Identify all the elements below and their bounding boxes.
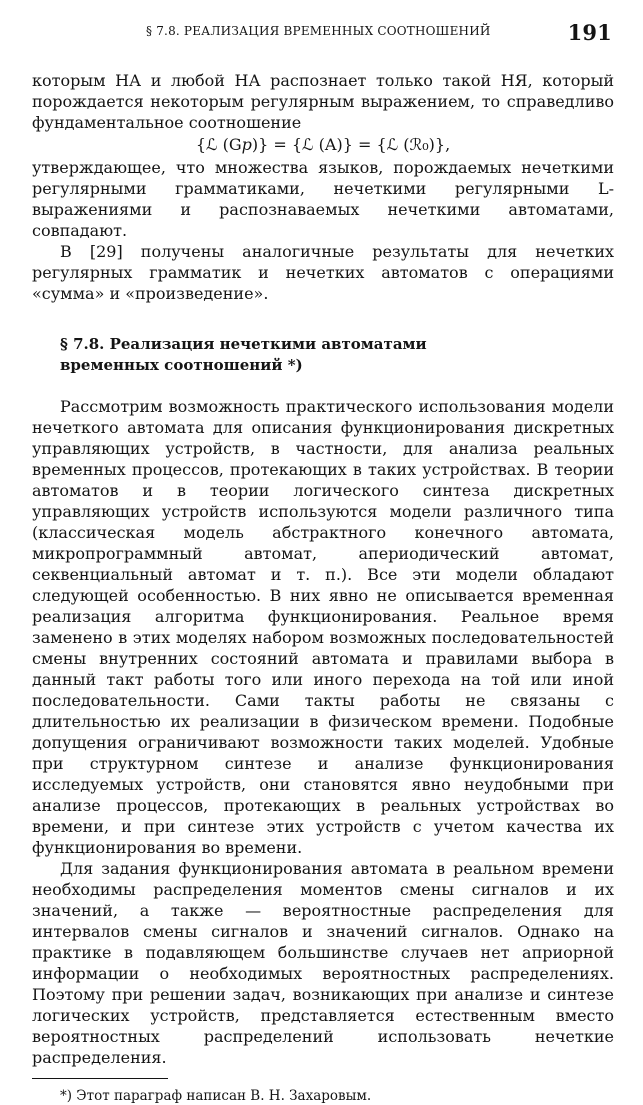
citation-paragraph: В [29] получены аналогичные результаты для нечетких регулярных грамматик и нечетких автоматов с операциями «сумма» и «произведение». — [32, 242, 614, 303]
page-number: 191 — [567, 20, 612, 45]
body-paragraph-2: Для задания функционирования автомата в реальном времени необходимы распределения моментов смены сигналов и их значений, а также — вероятностные распределения для интервалов смены сигналов и значений сигналов. Однако на практике в подавляющем большинстве случаев нет априорной информации о необходимых вероятностных распределениях. Поэтому при решении задач, возникающих при анализе и синтезе логических устройств, представляется естественным вместо вероятностных распределений использовать нечеткие распределения. — [32, 859, 614, 1067]
section-heading-line-2: временных соотношений *) — [60, 356, 303, 374]
body-paragraph-1: Рассмотрим возможность практического использования модели нечеткого автомата для описания функционирования дискретных управляющих устройств, в частности, для анализа реальных временных процессов, протекающих в таких устройствах. В теории автоматов и в теории логического синтеза дискретных управляющих устройств используются модели различного типа (классическая модель абстрактного конечного автомата, микропрограммный автомат, апериодический автомат, секвенциальный автомат и т. п.). Все эти модели обладают следующей особенностью. В них явно не описывается временная реализация алгоритма функционирования. Реальное время заменено в этих моделях набором возможных последовательностей смены внутренних состояний автомата и правилами выбора в данный такт работы того или иного перехода на той или иной последовательности. Сами такты работы не связаны с длительностью их реализации в физическом времени. Подобные допущения ограничивают возможности таких моделей. Удобные при структурном синтезе и анализе функционирования исследуемых устройств, они становятся явно неудобными при анализе процессов, протекающих в реальных устройствах во времени, и при синтезе этих устройств с учетом качества их функционирования во времени. — [32, 397, 614, 857]
equation: {ℒ (G𝑝)} = {ℒ (A)} = {ℒ (ℛ₀)}, — [195, 135, 451, 154]
intro-paragraph: которым НА и любой НА распознает только такой НЯ, который порождается некоторым регулярным выражением, то справедливо фундаментальное соотношение — [32, 71, 614, 132]
after-equation-paragraph: утверждающее, что множества языков, порождаемых нечеткими регулярными грамматиками, нечеткими регулярными L-выражениями и распознаваемых нечеткими автоматами, совпадают. — [32, 158, 614, 240]
book-page — [32, 20, 614, 1105]
footnote-divider — [32, 1078, 168, 1079]
footnote: *) Этот параграф написан В. Н. Захаровым. — [60, 1088, 372, 1104]
section-heading-line-1: § 7.8. Реализация нечеткими автоматами — [60, 335, 427, 353]
running-title: § 7.8. РЕАЛИЗАЦИЯ ВРЕМЕННЫХ СООТНОШЕНИЙ — [146, 24, 491, 38]
running-head — [32, 20, 614, 45]
section-heading — [60, 334, 614, 376]
